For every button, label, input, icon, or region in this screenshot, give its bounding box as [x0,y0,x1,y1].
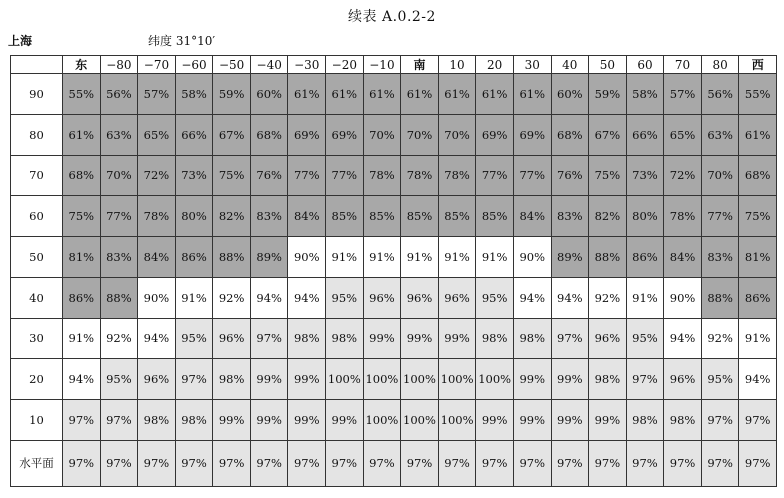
column-header: −80 [100,56,138,74]
table-cell: 61% [288,74,326,115]
table-cell: 68% [63,155,101,196]
table-cell: 80% [175,196,213,237]
table-cell: 99% [288,400,326,441]
corner-cell [11,56,63,74]
table-cell: 99% [288,359,326,400]
table-cell: 100% [363,400,401,441]
table-cell: 68% [739,155,777,196]
table-cell: 97% [626,359,664,400]
column-header: −30 [288,56,326,74]
table-cell: 99% [213,400,251,441]
row-header: 90 [11,74,63,115]
table-cell: 97% [401,440,439,486]
table-cell: 75% [739,196,777,237]
table-cell: 58% [175,74,213,115]
table-cell: 97% [63,400,101,441]
table-cell: 97% [363,440,401,486]
table-cell: 94% [739,359,777,400]
table-cell: 90% [138,277,176,318]
table-cell: 100% [438,400,476,441]
table-cell: 94% [551,277,589,318]
column-header: 东 [63,56,101,74]
table-cell: 97% [250,318,288,359]
table-header-row [11,56,777,74]
table-cell: 91% [363,237,401,278]
table-cell: 94% [250,277,288,318]
table-cell: 82% [589,196,627,237]
table-cell: 90% [288,237,326,278]
latitude-label: 纬度 31°10′ [148,34,216,48]
table-cell: 97% [138,440,176,486]
table-cell: 100% [438,359,476,400]
table-row [11,359,777,400]
table-row [11,196,777,237]
column-header: −10 [363,56,401,74]
table-cell: 94% [664,318,702,359]
table-cell: 91% [739,318,777,359]
table-cell: 99% [513,359,551,400]
table-cell: 58% [626,74,664,115]
column-header: 南 [401,56,439,74]
table-cell: 100% [363,359,401,400]
table-cell: 97% [438,440,476,486]
column-header: 40 [551,56,589,74]
table-row [11,114,777,155]
table-cell: 99% [250,359,288,400]
table-cell: 97% [589,440,627,486]
table-cell: 86% [175,237,213,278]
table-cell: 98% [175,400,213,441]
column-header: 西 [739,56,777,74]
table-cell: 77% [100,196,138,237]
table-cell: 55% [63,74,101,115]
table-cell: 99% [250,400,288,441]
table-cell: 97% [175,440,213,486]
row-header: 40 [11,277,63,318]
table-row [11,74,777,115]
table-cell: 69% [476,114,514,155]
table-row [11,237,777,278]
column-header: −60 [175,56,213,74]
table-cell: 91% [175,277,213,318]
table-cell: 96% [363,277,401,318]
table-cell: 91% [63,318,101,359]
table-cell: 94% [288,277,326,318]
table-cell: 98% [664,400,702,441]
table-cell: 76% [551,155,589,196]
row-header: 70 [11,155,63,196]
table-title: 续表 A.0.2-2 [348,9,436,25]
column-header: 60 [626,56,664,74]
table-cell: 85% [326,196,364,237]
table-cell: 85% [363,196,401,237]
table-cell: 98% [326,318,364,359]
table-cell: 96% [438,277,476,318]
table-cell: 69% [326,114,364,155]
table-cell: 95% [326,277,364,318]
table-cell: 98% [138,400,176,441]
table-cell: 56% [701,74,739,115]
table-cell: 91% [476,237,514,278]
table-cell: 97% [100,400,138,441]
table-cell: 61% [63,114,101,155]
table-row [11,277,777,318]
table-cell: 57% [138,74,176,115]
table-row [11,155,777,196]
table-cell: 70% [701,155,739,196]
table-cell: 97% [626,440,664,486]
table-cell: 97% [100,440,138,486]
table-cell: 91% [626,277,664,318]
table-cell: 97% [250,440,288,486]
table-cell: 83% [701,237,739,278]
table-cell: 69% [513,114,551,155]
column-header: −70 [138,56,176,74]
table-cell: 77% [701,196,739,237]
table-cell: 72% [138,155,176,196]
table-cell: 99% [363,318,401,359]
table-cell: 61% [513,74,551,115]
table-cell: 78% [363,155,401,196]
row-header: 水平面 [11,440,63,486]
table-cell: 68% [250,114,288,155]
row-header: 60 [11,196,63,237]
row-header: 10 [11,400,63,441]
table-cell: 66% [175,114,213,155]
table-cell: 63% [100,114,138,155]
table-cell: 65% [138,114,176,155]
table-cell: 55% [739,74,777,115]
table-cell: 86% [63,277,101,318]
table-cell: 97% [213,440,251,486]
table-cell: 83% [551,196,589,237]
table-cell: 61% [401,74,439,115]
table-cell: 96% [589,318,627,359]
table-cell: 78% [138,196,176,237]
table-cell: 96% [138,359,176,400]
table-cell: 98% [626,400,664,441]
table-cell: 94% [513,277,551,318]
table-cell: 86% [739,277,777,318]
table-cell: 91% [326,237,364,278]
column-header: 80 [701,56,739,74]
table-cell: 91% [438,237,476,278]
table-row [11,400,777,441]
column-header: 10 [438,56,476,74]
table-cell: 82% [213,196,251,237]
table-cell: 75% [63,196,101,237]
table-cell: 88% [701,277,739,318]
table-cell: 98% [513,318,551,359]
table-cell: 99% [589,400,627,441]
table-cell: 61% [438,74,476,115]
table-cell: 98% [589,359,627,400]
table-cell: 97% [476,440,514,486]
table-cell: 70% [100,155,138,196]
table-cell: 61% [739,114,777,155]
table-cell: 99% [513,400,551,441]
table-cell: 77% [513,155,551,196]
row-header: 50 [11,237,63,278]
column-header: −50 [213,56,251,74]
table-cell: 81% [63,237,101,278]
table-cell: 77% [326,155,364,196]
table-cell: 97% [175,359,213,400]
table-row [11,440,777,486]
table-cell: 96% [213,318,251,359]
table-cell: 63% [701,114,739,155]
table-cell: 92% [589,277,627,318]
table-cell: 100% [401,400,439,441]
table-cell: 84% [664,237,702,278]
table-cell: 85% [401,196,439,237]
table-cell: 70% [363,114,401,155]
table-cell: 86% [626,237,664,278]
table-cell: 83% [100,237,138,278]
table-cell: 65% [664,114,702,155]
table-cell: 85% [438,196,476,237]
table-cell: 59% [213,74,251,115]
table-cell: 95% [476,277,514,318]
column-header: 50 [589,56,627,74]
column-header: 30 [513,56,551,74]
table-cell: 98% [476,318,514,359]
table-cell: 92% [100,318,138,359]
table-cell: 61% [326,74,364,115]
table-cell: 89% [551,237,589,278]
table-cell: 97% [551,318,589,359]
table-cell: 97% [701,400,739,441]
table-cell: 60% [250,74,288,115]
table-cell: 97% [739,440,777,486]
table-cell: 99% [476,400,514,441]
table-cell: 95% [701,359,739,400]
table-cell: 100% [401,359,439,400]
table-cell: 100% [476,359,514,400]
table-cell: 84% [288,196,326,237]
table-cell: 81% [739,237,777,278]
table-cell: 98% [288,318,326,359]
table-cell: 97% [326,440,364,486]
table-cell: 70% [401,114,439,155]
table-cell: 97% [551,440,589,486]
table-cell: 97% [63,440,101,486]
table-cell: 92% [701,318,739,359]
table-cell: 61% [476,74,514,115]
location-label: 上海 [8,34,33,48]
table-cell: 99% [326,400,364,441]
table-cell: 88% [213,237,251,278]
table-cell: 97% [513,440,551,486]
table-cell: 77% [288,155,326,196]
table-cell: 91% [401,237,439,278]
table-cell: 92% [213,277,251,318]
row-header: 20 [11,359,63,400]
table-row [11,318,777,359]
table-cell: 96% [664,359,702,400]
table-cell: 97% [701,440,739,486]
table-cell: 78% [664,196,702,237]
table-cell: 94% [63,359,101,400]
table-cell: 97% [664,440,702,486]
table-cell: 73% [626,155,664,196]
table-cell: 72% [664,155,702,196]
table-cell: 77% [476,155,514,196]
table-cell: 99% [401,318,439,359]
table-cell: 99% [551,359,589,400]
table-cell: 98% [213,359,251,400]
table-cell: 99% [551,400,589,441]
table-cell: 75% [589,155,627,196]
table-cell: 85% [476,196,514,237]
table-cell: 100% [326,359,364,400]
table-cell: 90% [664,277,702,318]
solar-fraction-table [10,55,777,487]
column-header: −20 [326,56,364,74]
table-cell: 69% [288,114,326,155]
table-cell: 96% [401,277,439,318]
table-cell: 70% [438,114,476,155]
table-cell: 88% [100,277,138,318]
table-cell: 95% [626,318,664,359]
table-cell: 95% [100,359,138,400]
row-header: 80 [11,114,63,155]
table-cell: 73% [175,155,213,196]
table-cell: 59% [589,74,627,115]
table-cell: 57% [664,74,702,115]
table-cell: 78% [438,155,476,196]
table-cell: 56% [100,74,138,115]
table-cell: 76% [250,155,288,196]
column-header: 70 [664,56,702,74]
table-cell: 78% [401,155,439,196]
table-cell: 88% [589,237,627,278]
table-cell: 75% [213,155,251,196]
table-cell: 68% [551,114,589,155]
table-cell: 84% [513,196,551,237]
table-cell: 90% [513,237,551,278]
column-header: −40 [250,56,288,74]
column-header: 20 [476,56,514,74]
table-cell: 99% [438,318,476,359]
table-cell: 97% [288,440,326,486]
table-cell: 97% [739,400,777,441]
table-cell: 67% [589,114,627,155]
table-cell: 60% [551,74,589,115]
table-cell: 80% [626,196,664,237]
table-cell: 83% [250,196,288,237]
table-cell: 67% [213,114,251,155]
table-cell: 95% [175,318,213,359]
table-cell: 66% [626,114,664,155]
row-header: 30 [11,318,63,359]
table-cell: 61% [363,74,401,115]
table-cell: 89% [250,237,288,278]
table-cell: 84% [138,237,176,278]
table-cell: 94% [138,318,176,359]
